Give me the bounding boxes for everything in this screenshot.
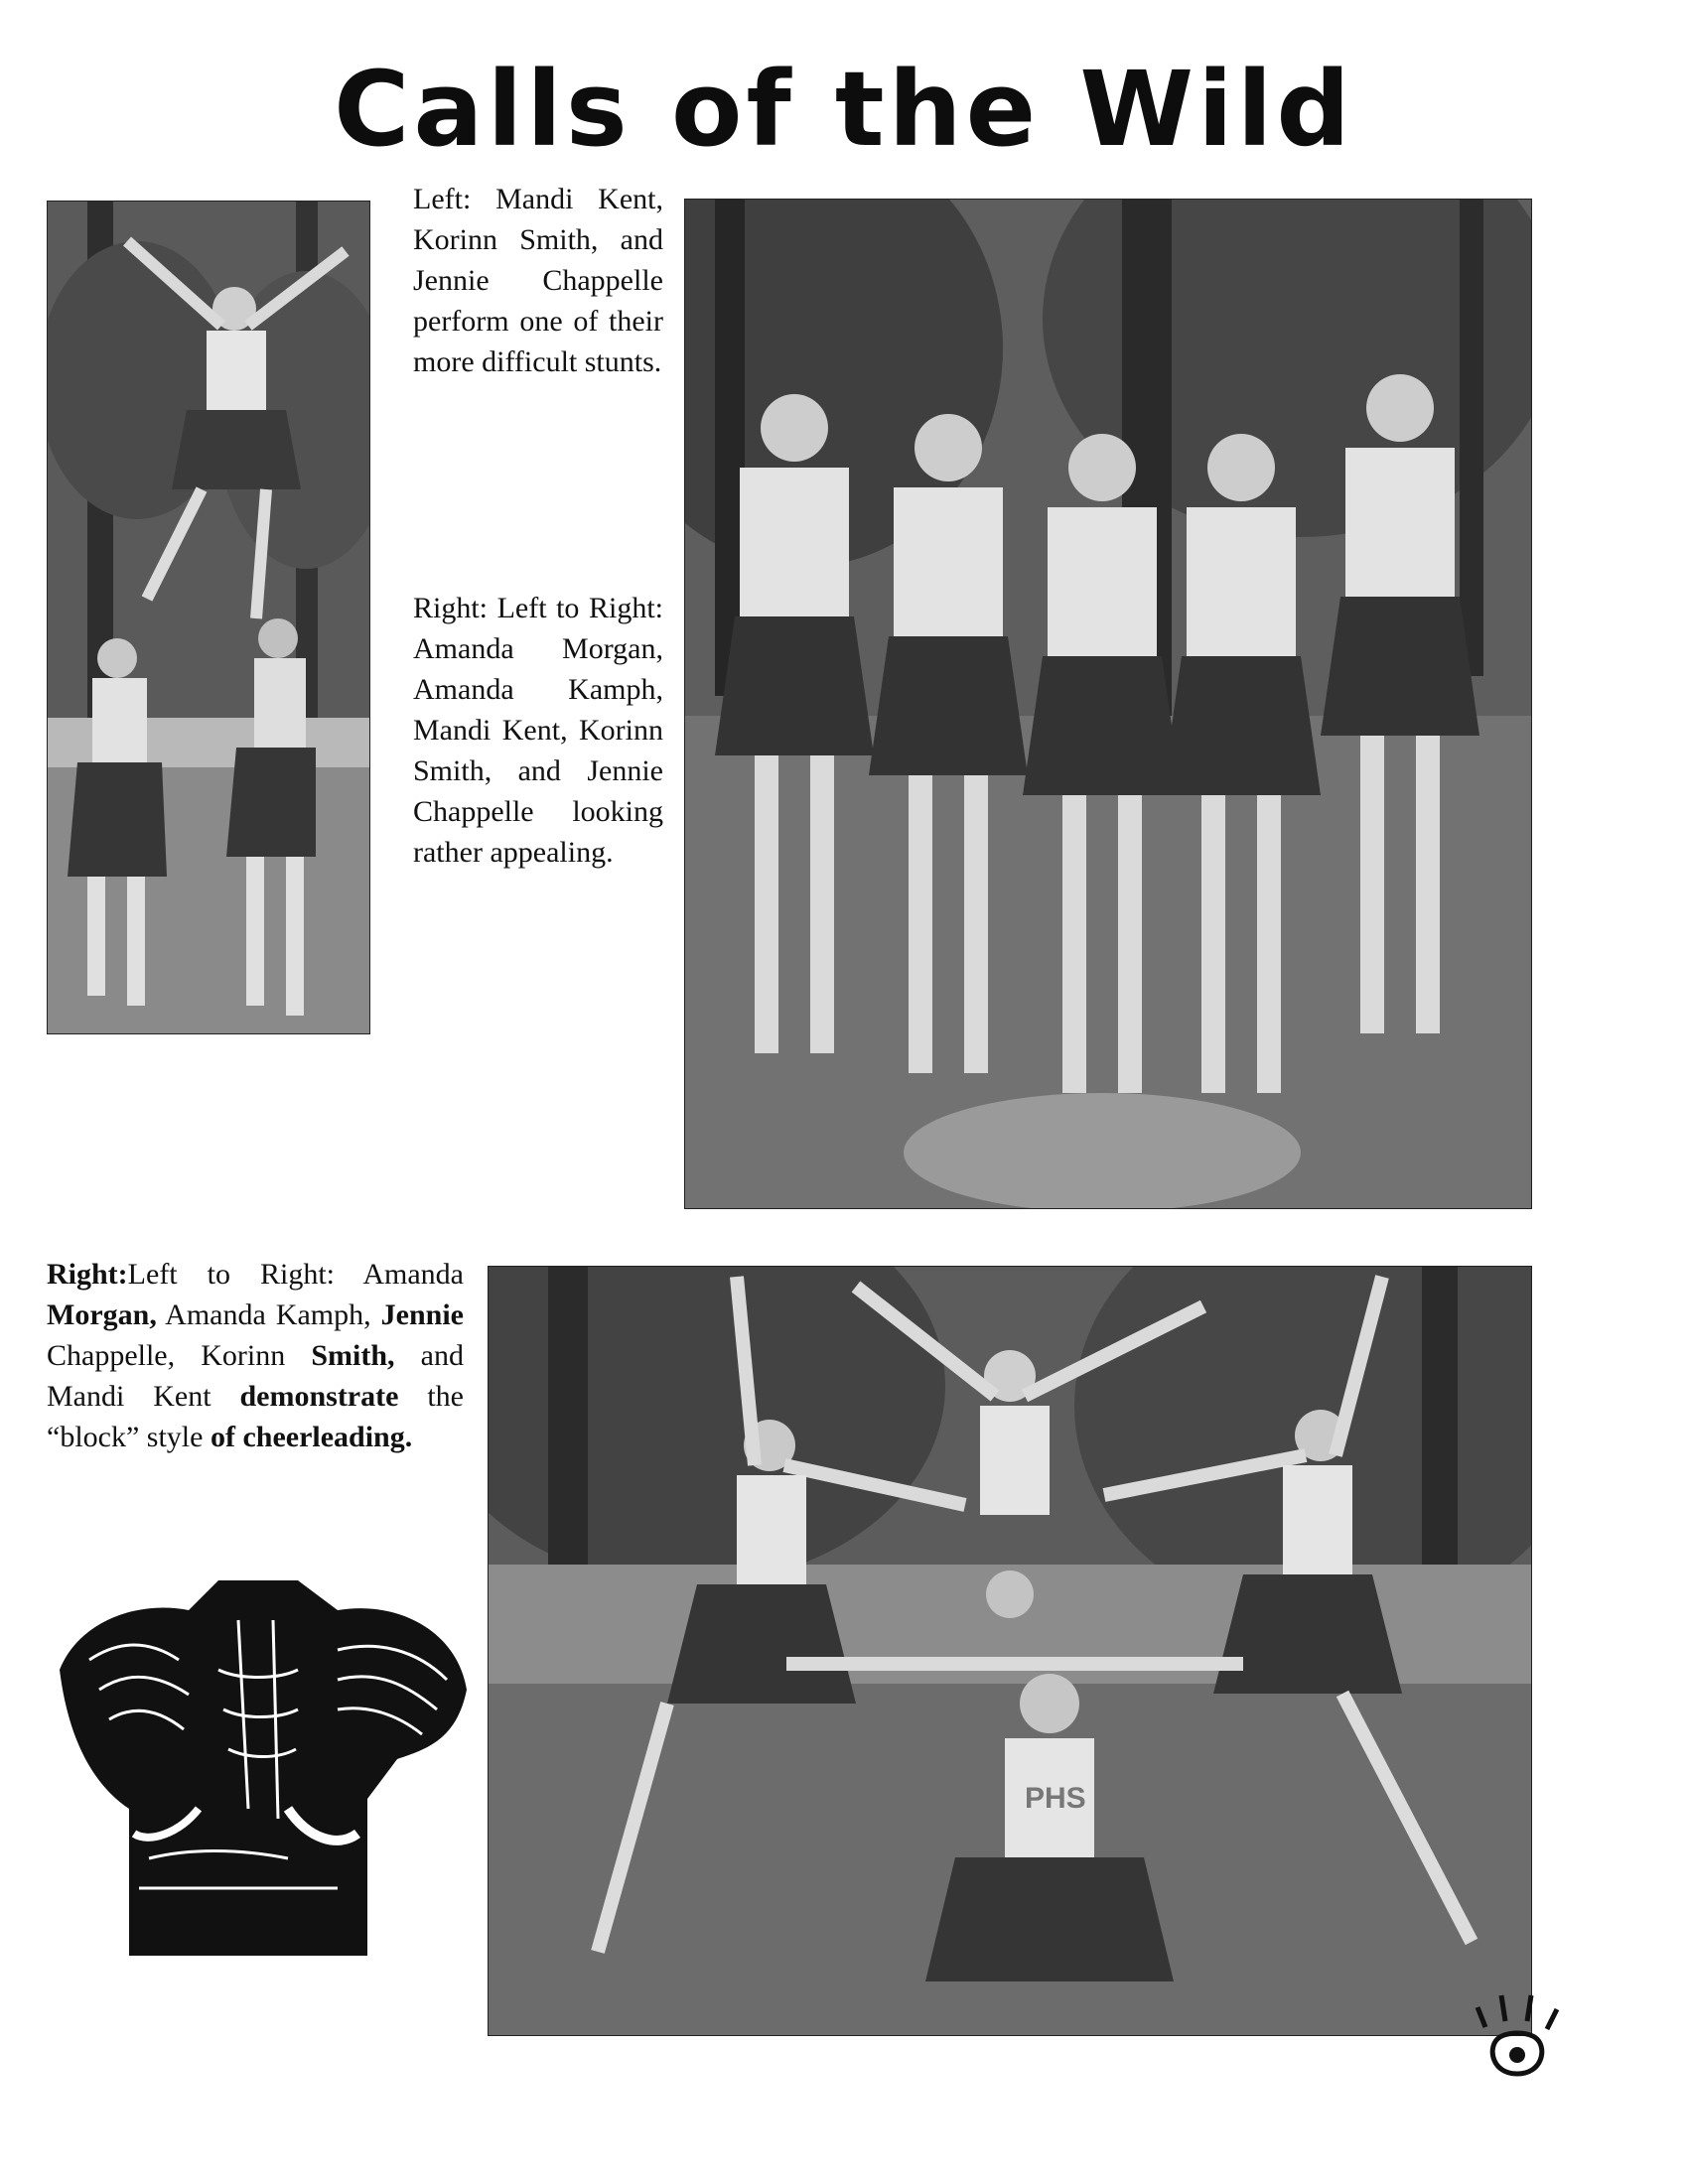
caption-bottom-text-5: the “block” style [47, 1380, 464, 1453]
page-title: Calls of the Wild [334, 49, 1354, 170]
stunt-photo [47, 201, 370, 1034]
paw-print-icon [1468, 1989, 1567, 2079]
caption-bottom-lead: Right: [47, 1258, 128, 1291]
caption-bottom-demonstrate: demonstrate [239, 1380, 399, 1413]
elephant-woodcut-icon [40, 1561, 477, 1956]
group-photo-image [685, 200, 1531, 1208]
caption-right: Right: Left to Right: Amanda Morgan, Amanda Kamph, Mandi Kent, Korinn Smith, and Jennie Chappelle looking rather appealing. [413, 592, 663, 869]
caption-bottom-smith: Smith, [311, 1339, 395, 1372]
group-photo [684, 199, 1532, 1209]
caption-bottom-text-3: Chappelle, Korinn [47, 1339, 312, 1372]
block-formation-photo-image [489, 1267, 1531, 2035]
stunt-photo-image [48, 202, 369, 1033]
shirt-text: PHS [1025, 1782, 1086, 1815]
caption-bottom-tail: of cheerleading. [210, 1421, 413, 1453]
caption-bottom-text-1: Left to Right: Amanda [127, 1258, 464, 1291]
caption-bottom [47, 1254, 464, 1457]
caption-bottom-jennie: Jennie [380, 1298, 464, 1331]
caption-bottom-text-2: Amanda Kamph, [156, 1298, 381, 1331]
caption-left: Left: Mandi Kent, Korinn Smith, and Jennie Chappelle perform one of their more difficult stunts. [413, 183, 663, 378]
caption-bottom-morgan: Morgan, [47, 1298, 157, 1331]
block-formation-photo [488, 1266, 1532, 2036]
caption-bottom-text-4: and Mandi Kent [47, 1339, 464, 1413]
